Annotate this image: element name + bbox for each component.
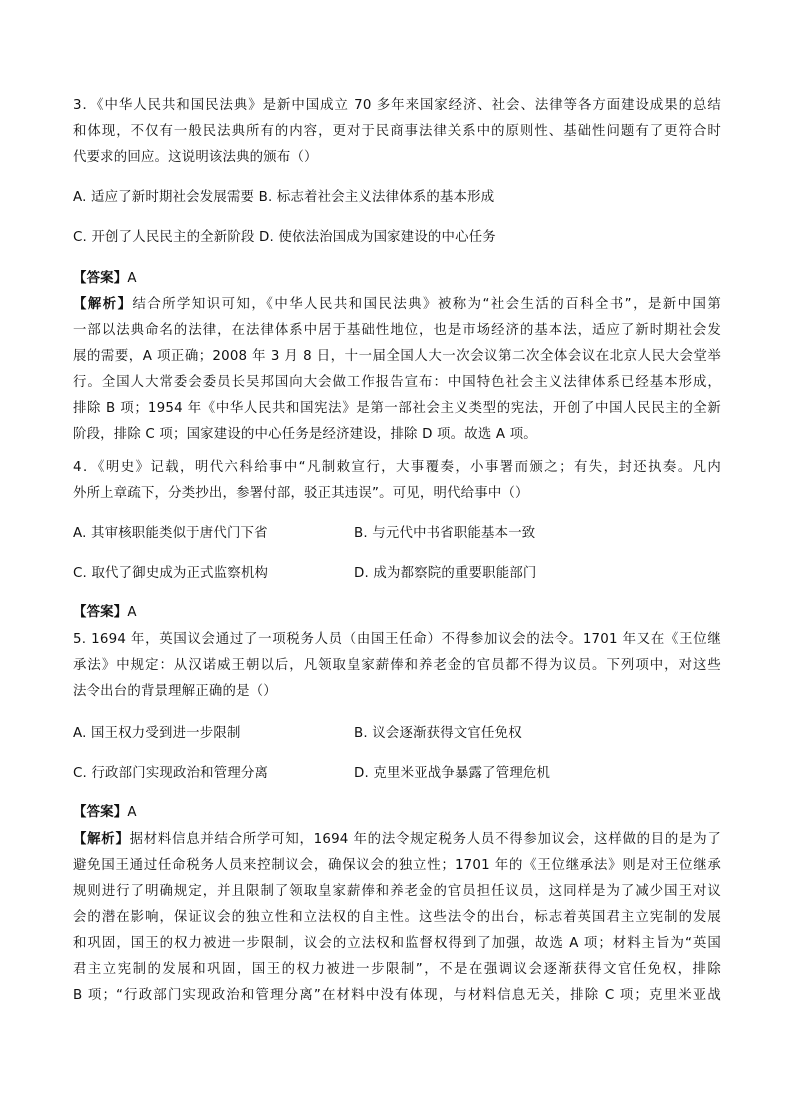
option-b: B. 议会逐渐获得文官任免权: [354, 726, 522, 741]
question-3-analysis-line-4: 行。全国人大常委会委员长吴邦国向大会做工作报告宣布：中国特色社会主义法律体系已经基本形成，: [73, 375, 721, 390]
option-d: D. 克里米亚战争暴露了管理危机: [354, 766, 551, 781]
question-4-answer: [73, 603, 721, 623]
question-5-analysis-line-1: [73, 830, 721, 850]
question-3-analysis-line-1: [73, 295, 721, 315]
question-3-analysis-line-5: 排除 B 项；1954 年《中华人民共和国宪法》是第一部社会主义类型的宪法，开创了中国人民民主的全新: [73, 401, 721, 416]
question-3-options-line-2: C. 开创了人民民主的全新阶段 D. 使依法治国成为国家建设的中心任务: [73, 230, 496, 245]
answer-value: A: [127, 605, 137, 620]
question-4-stem-line-1: 4．《明史》记载，明代六科给事中“凡制敕宣行，大事覆奏，小事署而颁之；有失，封还执奏。凡内: [73, 460, 721, 475]
question-5-analysis-line-6: 君主立宪制的发展和巩固，国王的权力被进一步限制”，不是在强调议会逐渐获得文官任免权，排除: [73, 962, 721, 977]
answer-value: A: [127, 271, 137, 286]
question-5-analysis-line-4: 会的潜在影响，保证议会的独立性和立法权的自主性。这些法令的出台，标志着英国君主立宪制的发展: [73, 910, 721, 925]
question-5-analysis-line-7: B 项；“行政部门实现政治和管理分离”在材料中没有体现，与材料信息无关，排除 C 项；克里米亚战: [73, 988, 721, 1003]
option-c: C. 行政部门实现政治和管理分离: [73, 766, 269, 781]
analysis-label: 【解析】: [73, 297, 133, 312]
option-a: A. 国王权力受到进一步限制: [73, 726, 241, 741]
question-5-analysis-line-3: 规则进行了明确规定，并且限制了领取皇家薪俸和养老金的官员担任议员，这同样是为了减少国王对议: [73, 884, 721, 899]
analysis-label: 【解析】: [73, 832, 130, 847]
question-3-answer: [73, 269, 721, 289]
question-5-analysis-line-5: 和巩固，国王的权力被进一步限制，议会的立法权和监督权得到了加强，故选 A 项；材料主旨为“英国: [73, 936, 721, 951]
option-a: A. 其审核职能类似于唐代门下省: [73, 526, 268, 541]
question-3-analysis-line-3: 展的需要，A 项正确；2008 年 3 月 8 日，十一届全国人大一次会议第二次全体会议在北京人民大会堂举: [73, 349, 721, 364]
question-4-stem-line-2: 外所上章疏下，分类抄出，参署付部，驳正其违误”。可见，明代给事中（）: [73, 486, 529, 501]
analysis-text: 据材料信息并结合所学可知，1694 年的法令规定税务人员不得参加议会，这样做的目的是为了: [129, 832, 721, 847]
option-b: B. 与元代中书省职能基本一致: [354, 526, 536, 541]
question-5-stem-line-1: 5. 1694 年，英国议会通过了一项税务人员（由国王任命）不得参加议会的法令。1701 年又在《王位继: [73, 632, 721, 647]
question-5-analysis-line-2: 避免国王通过任命税务人员来控制议会，确保议会的独立性；1701 年的《王位继承法》则是对王位继承: [73, 858, 721, 873]
question-5-stem-line-3: 法令出台的背景理解正确的是（）: [73, 684, 277, 699]
question-3-analysis-line-6: 阶段，排除 C 项；国家建设的中心任务是经济建设，排除 D 项。故选 A 项。: [73, 427, 537, 442]
answer-value: A: [127, 805, 137, 820]
question-3-stem-line-2: 和体现，不仅有一般民法典所有的内容，更对于民商事法律关系中的原则性、基础性问题有了更符合时: [73, 124, 721, 139]
question-5-stem-line-2: 承法》中规定：从汉诺威王朝以后，凡领取皇家薪俸和养老金的官员都不得为议员。下列项中，对这些: [73, 658, 721, 673]
answer-label: 【答案】: [73, 605, 128, 620]
question-5-answer: [73, 803, 721, 823]
question-3-stem-line-1: 3．《中华人民共和国民法典》是新中国成立 70 多年来国家经济、社会、法律等各方面建设成果的总结: [73, 98, 721, 113]
option-c: C. 取代了御史成为正式监察机构: [73, 566, 269, 581]
option-d: D. 成为都察院的重要职能部门: [354, 566, 537, 581]
answer-label: 【答案】: [73, 271, 128, 286]
question-3-options-line-1: A. 适应了新时期社会发展需要 B. 标志着社会主义法律体系的基本形成: [73, 190, 495, 205]
question-3-stem-line-3: 代要求的回应。这说明该法典的颁布（）: [73, 150, 318, 165]
analysis-text: 结合所学知识可知，《中华人民共和国民法典》被称为“社会生活的百科全书”，是新中国第: [132, 297, 721, 312]
answer-label: 【答案】: [73, 805, 128, 820]
question-3-analysis-line-2: 一部以法典命名的法律，在法律体系中居于基础性地位，也是市场经济的基本法，适应了新时期社会发: [73, 323, 721, 338]
